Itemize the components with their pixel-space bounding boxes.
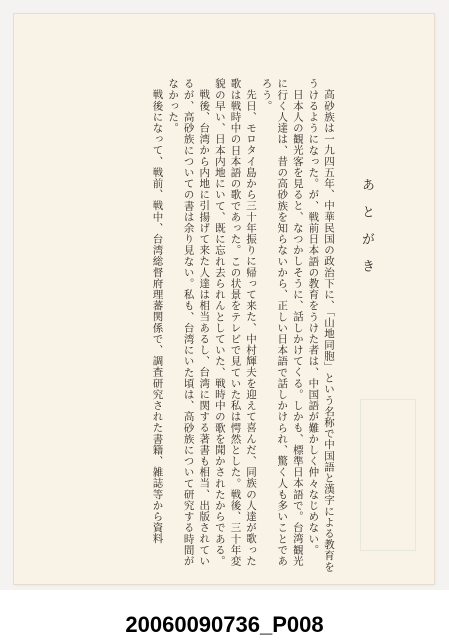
paragraph-2: 日本人の観光客を見ると、なつかしそうに、話しかけてくる。しかも、標準日本語で。台湾観光に行く人達は、昔の高砂族を知らないから、正しい日本語で話しかけられ、驚く人も多いことであろう。 [260,78,304,567]
archive-id-caption: 20060090736_P008 [125,612,324,637]
faint-stamp-mark [360,399,416,551]
paragraph-1: 高砂族は一九四五年、中華民国の政治下に、「山地同胞」という名称で中国語と漢字による教育をうけるようになった。が、戦前日本語の教育をうけた者は、中国語が難かしく仲々なじめない。 [307,78,335,572]
paragraph-3: 先日、モロタイ島から三十年振りに帰って来た、中村輝夫を迎えて喜んだ、同族の人達が歌った歌は戦時中の日本語の歌であった。この状景をテレビで見ていた私は愕然とした。戦後、三十年変貌の早い、日本内地にいて、既に忘れ去られんとしていた、戦時中の歌を聞かされたからである。 [213,78,258,567]
afterword-heading: あとがき [359,178,374,286]
paragraph-4: 戦後、台湾から内地に引揚げて来た人達は相当あるし、台湾に関する著書も相当、出版されているが、高砂族についての書は余り見ない。私も、台湾にいた頃は、高砂族について研究する時間がなかった。 [167,78,211,567]
afterword-body [54,78,336,573]
paragraph-5: 戦後になって、戦前、戦中、台湾総督府理蕃関係で、調査研究された書籍、雑誌等から資料 [151,88,164,544]
